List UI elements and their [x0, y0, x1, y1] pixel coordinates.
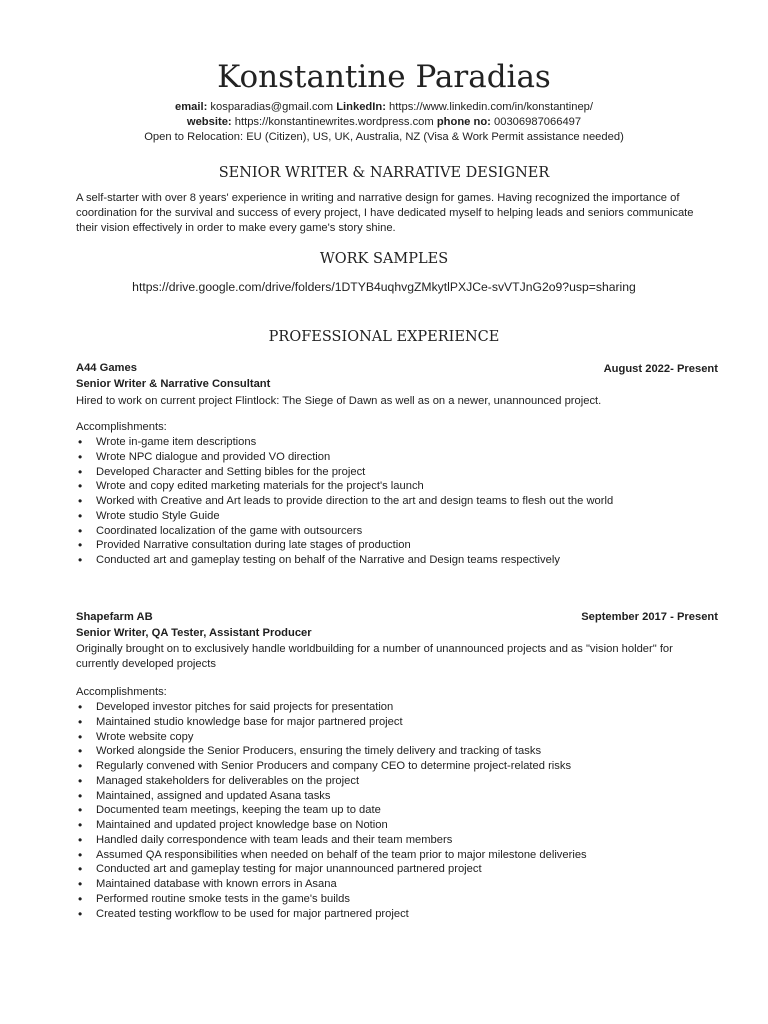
list-item: • Performed routine smoke tests in the game's builds [76, 892, 736, 907]
job-company: A44 Games [76, 362, 137, 374]
contact-line-1 [0, 100, 768, 114]
list-item: • Conducted art and gameplay testing for major unannounced partnered project [76, 862, 736, 877]
contact-line-2 [0, 115, 768, 129]
accomplishments-label: Accomplishments: [76, 421, 167, 433]
email-value[interactable]: kosparadias@gmail.com [210, 101, 334, 113]
phone-value: 00306987066497 [494, 116, 582, 128]
relocation-line: Open to Relocation: EU (Citizen), US, UK, Australia, NZ (Visa & Work Permit assistance needed) [144, 131, 624, 143]
list-item: • Handled daily correspondence with team leads and their team members [76, 833, 736, 848]
list-item: • Provided Narrative consultation during late stages of production [76, 538, 736, 553]
work-samples-link[interactable]: https://drive.google.com/drive/folders/1DTYB4uqhvgZMkytlPXJCe-svVTJnG2o9?usp=sharing [132, 280, 636, 294]
list-item: • Wrote website copy [76, 730, 736, 745]
accomplishments-list [76, 435, 736, 568]
list-item: • Developed investor pitches for said projects for presentation [76, 700, 736, 715]
job-title: Senior Writer, QA Tester, Assistant Producer [76, 627, 312, 639]
list-item: • Maintained studio knowledge base for major partnered project [76, 715, 736, 730]
job-description: Hired to work on current project Flintlock: The Siege of Dawn as well as on a newer, unannounced project. [76, 395, 602, 407]
experience-heading: PROFESSIONAL EXPERIENCE [268, 329, 500, 345]
job-dates: August 2022- Present [603, 363, 718, 375]
accomplishments-list [76, 700, 736, 921]
list-item: • Managed stakeholders for deliverables on the project [76, 774, 736, 789]
list-item: • Documented team meetings, keeping the team up to date [76, 803, 736, 818]
list-item: • Assumed QA responsibilities when needed on behalf of the team prior to major milestone deliveries [76, 848, 736, 863]
list-item: • Created testing workflow to be used for major partnered project [76, 907, 736, 922]
list-item: • Worked with Creative and Art leads to provide direction to the art and design teams to flesh out the world [76, 494, 736, 509]
website-label: website: [186, 116, 232, 128]
headline-title: SENIOR WRITER & NARRATIVE DESIGNER [218, 165, 550, 181]
linkedin-label: LinkedIn: [336, 101, 386, 113]
list-item: • Coordinated localization of the game with outsourcers [76, 524, 736, 539]
candidate-name: Konstantine Paradias [217, 59, 551, 95]
job-title: Senior Writer & Narrative Consultant [76, 378, 271, 390]
job-dates: September 2017 - Present [581, 611, 718, 623]
list-item: • Wrote NPC dialogue and provided VO direction [76, 450, 736, 465]
list-item: • Regularly convened with Senior Producers and company CEO to determine project-related risks [76, 759, 736, 774]
phone-label: phone no: [436, 116, 491, 128]
list-item: • Wrote and copy edited marketing materials for the project's launch [76, 479, 736, 494]
website-value[interactable]: https://konstantinewrites.wordpress.com [234, 116, 434, 128]
linkedin-value[interactable]: https://www.linkedin.com/in/konstantinep/ [389, 101, 594, 113]
list-item: • Maintained and updated project knowledge base on Notion [76, 818, 736, 833]
work-samples-heading: WORK SAMPLES [319, 251, 449, 267]
list-item: • Wrote in-game item descriptions [76, 435, 736, 450]
accomplishments-label: Accomplishments: [76, 686, 167, 698]
list-item: • Wrote studio Style Guide [76, 509, 736, 524]
list-item: • Conducted art and gameplay testing on behalf of the Narrative and Design teams respectively [76, 553, 736, 568]
email-label: email: [174, 101, 208, 113]
list-item: • Worked alongside the Senior Producers, ensuring the timely delivery and tracking of tasks [76, 744, 736, 759]
list-item: • Maintained database with known errors in Asana [76, 877, 736, 892]
list-item: • Maintained, assigned and updated Asana tasks [76, 789, 736, 804]
job-company: Shapefarm AB [76, 611, 153, 623]
job-description: Originally brought on to exclusively handle worldbuilding for a number of unannounced projects and as "vision holder" for currently developed projects [76, 643, 673, 670]
summary-paragraph: A self-starter with over 8 years' experience in writing and narrative design for games. Having recognized the importance of coordination for the survival and success of every project, I have dedicated myself to helping leads and seniors communicate their vision effectively in order to make every game's story shine. [76, 192, 694, 234]
list-item: • Developed Character and Setting bibles for the project [76, 465, 736, 480]
